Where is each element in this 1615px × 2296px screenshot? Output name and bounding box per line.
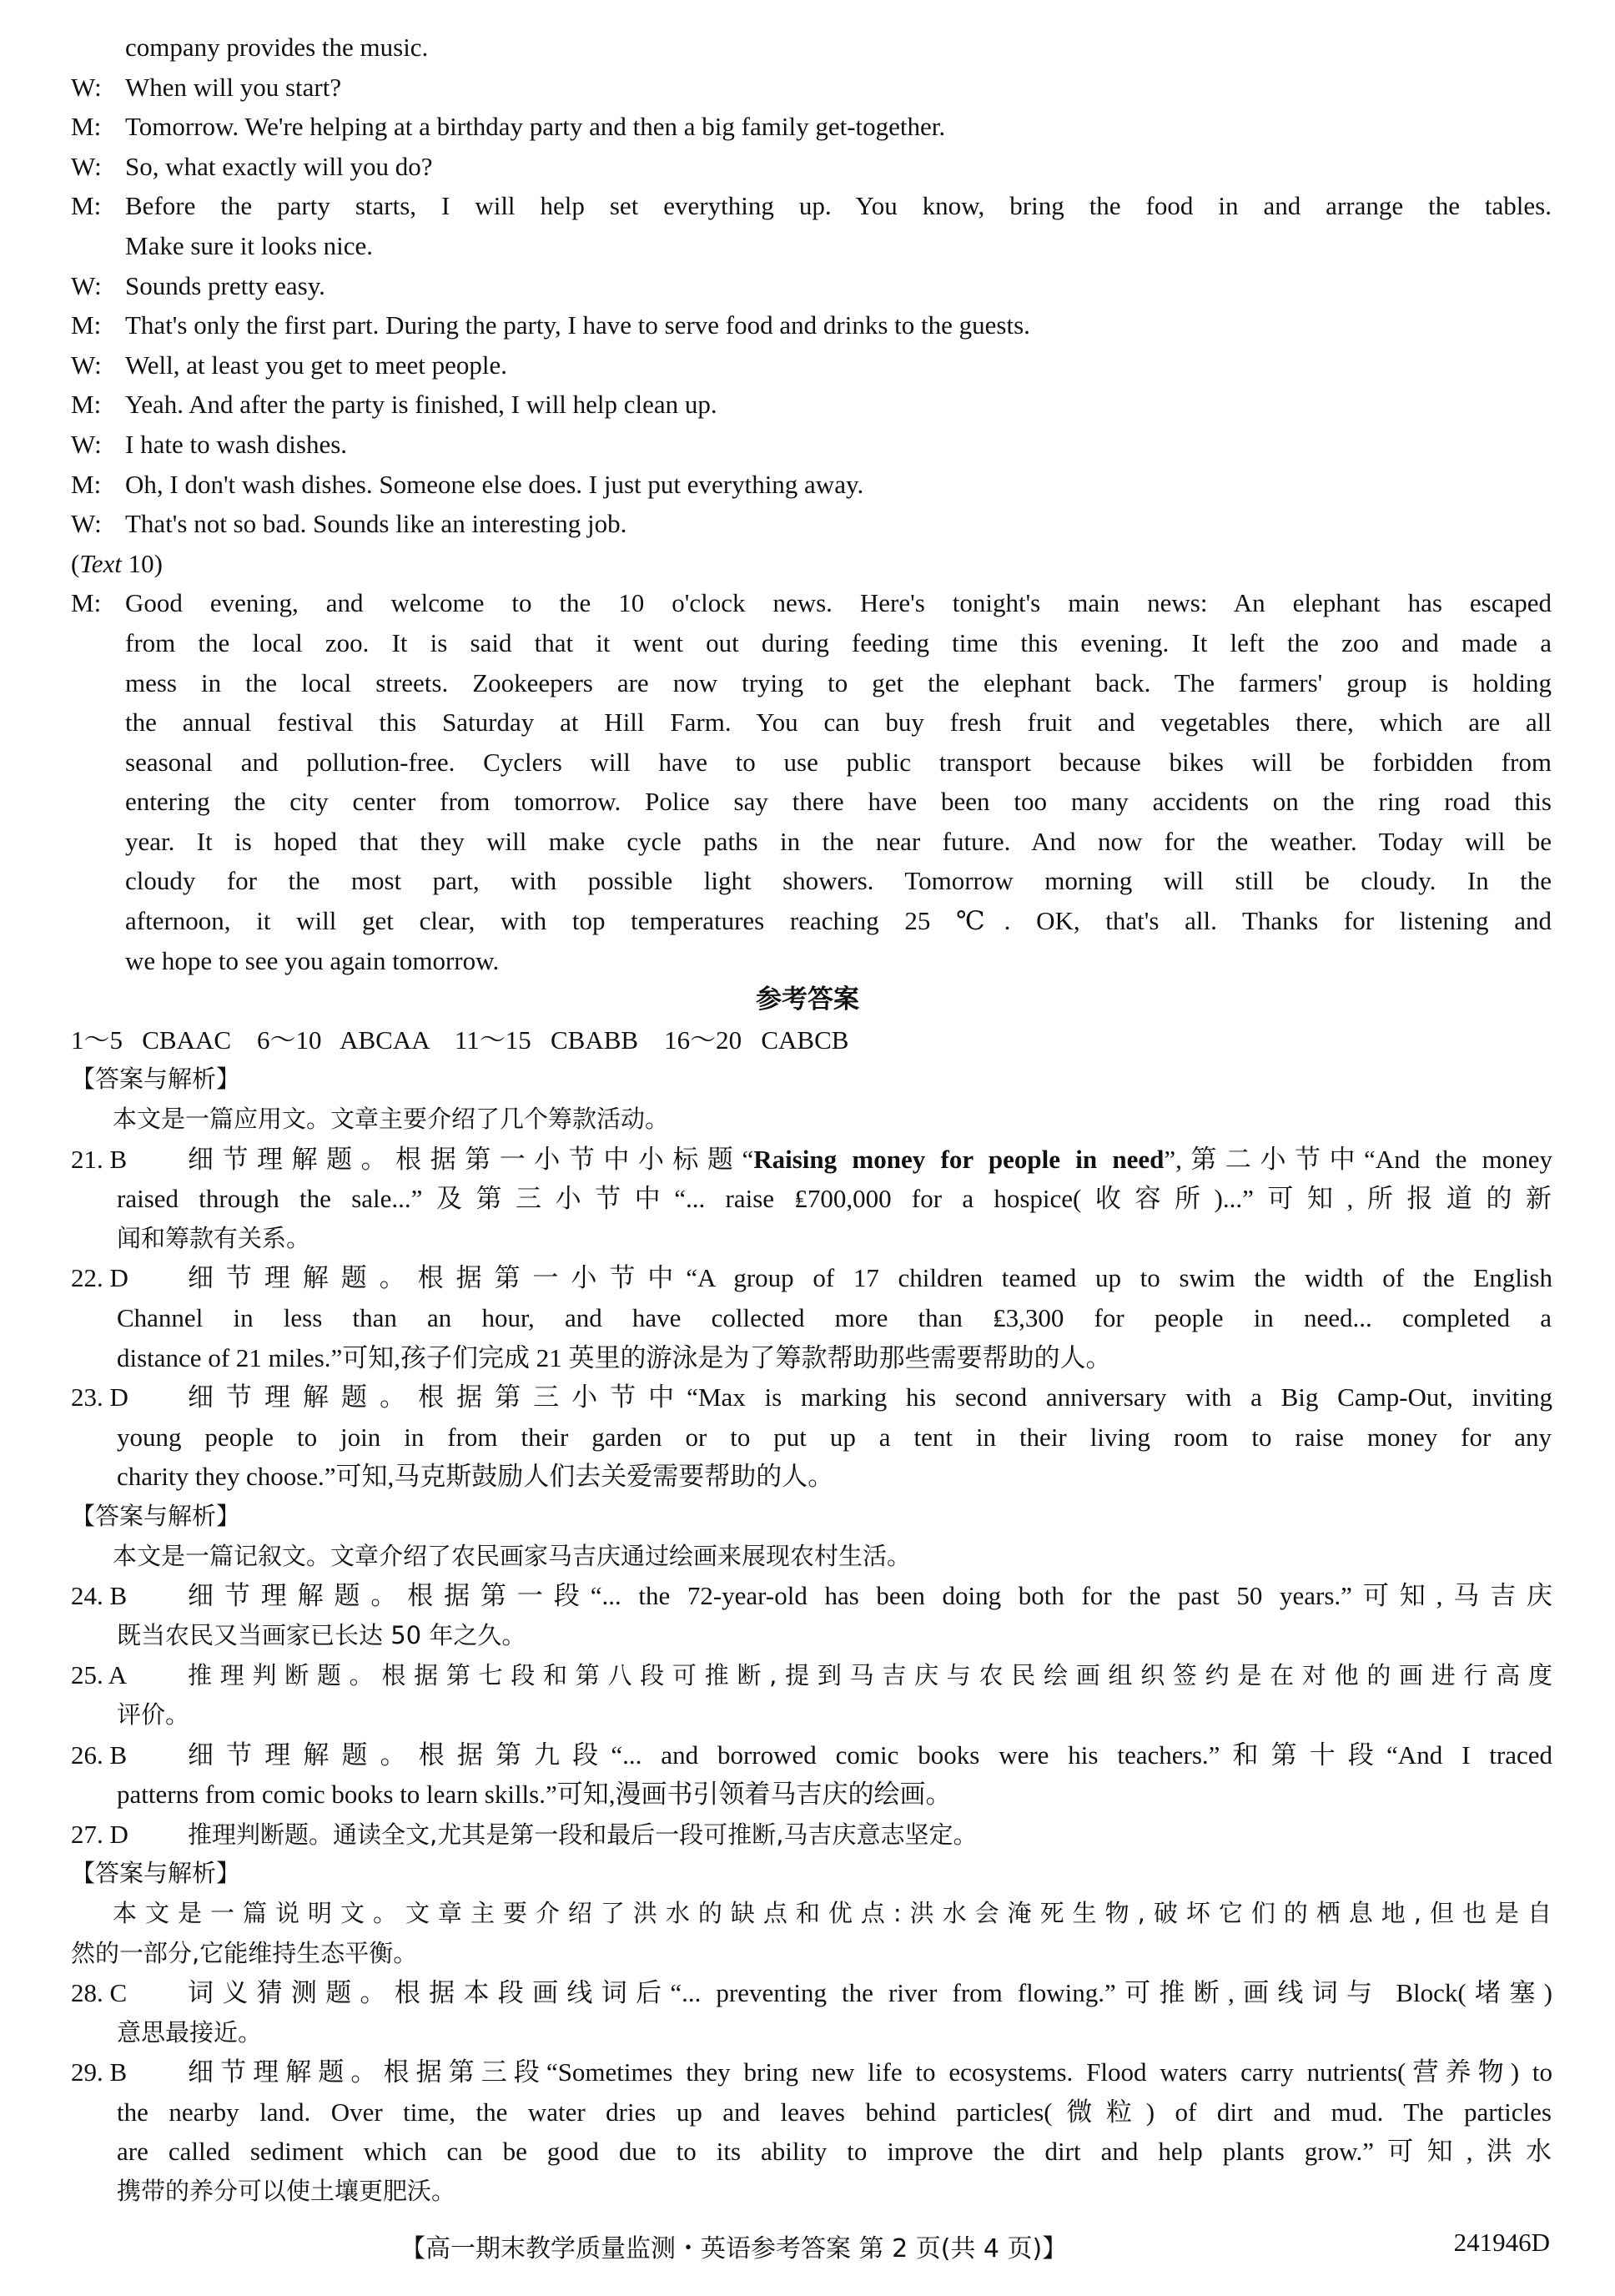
dialogue-text: So, what exactly will you do? xyxy=(125,151,433,181)
item-line: 推理判断题。通读全文,尤其是第一段和最后一段可推断,马吉庆意志坚定。 xyxy=(188,1820,978,1849)
dialogue-text: Before the party starts, I will help set everything up. You know, bring the food in and arrange the tables. xyxy=(125,191,1552,221)
answer-item xyxy=(0,1735,1615,1775)
item-number: 26. B xyxy=(71,1740,128,1770)
text-label-italic: Text xyxy=(79,548,122,578)
dialogue-line xyxy=(0,226,1615,266)
monologue-line xyxy=(0,663,1615,703)
intro-text: 本文是一篇说明文。文章主要介绍了洪水的缺点和优点:洪水会淹死生物,破坏它们的栖息地,但也是自 xyxy=(113,1898,1552,1927)
monologue-text: seasonal and pollution-free. Cyclers will have to use public transport because bikes will be forbidden from xyxy=(125,747,1552,777)
dialogue-line xyxy=(0,28,1615,68)
monologue-line xyxy=(0,623,1615,663)
dialogue-line xyxy=(0,504,1615,544)
monologue-line xyxy=(0,822,1615,862)
item-number: 25. A xyxy=(71,1660,128,1690)
footer-label: 【高一期末教学质量监测・英语参考答案 第 2 页(共 4 页)】 xyxy=(400,2234,1068,2263)
dialogue-line xyxy=(0,68,1615,108)
monologue-text: cloudy for the most part, with possible light showers. Tomorrow morning will still be cloudy. In the xyxy=(125,866,1552,896)
monologue-text: afternoon, it will get clear, with top temperatures reaching 25 ℃. OK, that's all. Thanks for listening and xyxy=(125,906,1552,936)
dialogue-text: Sounds pretty easy. xyxy=(125,270,325,300)
monologue-line xyxy=(0,861,1615,901)
dialogue-text: When will you start? xyxy=(125,72,342,102)
subheading-bold: Raising money for people in need xyxy=(753,1144,1165,1174)
speaker-label: M: xyxy=(71,469,102,499)
answer-item xyxy=(0,1377,1615,1417)
speaker-label: W: xyxy=(71,509,102,539)
dialogue-text: Well, at least you get to meet people. xyxy=(125,350,508,380)
section-heading: 【答案与解析】 xyxy=(71,1859,241,1888)
speaker-label: M: xyxy=(71,112,102,142)
answer-item xyxy=(0,1655,1615,1695)
section-intro: 本文是一篇记叙文。文章介绍了农民画家马吉庆通过绘画来展现农村生活。 xyxy=(113,1541,912,1570)
answer-item-cont xyxy=(0,2132,1615,2172)
monologue-line xyxy=(0,901,1615,941)
dialogue-line xyxy=(0,345,1615,385)
item-line: 细节理解题。根据第三小节中“Max is marking his second anniversary with a Big Camp-Out, inviting xyxy=(188,1382,1552,1412)
answer-item-cont: charity they choose.”可知,马克斯鼓励人们去关爱需要帮助的人。 xyxy=(117,1462,834,1492)
section-intro: 本文是一篇应用文。文章主要介绍了几个筹款活动。 xyxy=(113,1105,670,1134)
speaker-label: W: xyxy=(71,350,102,380)
item-line: 推理判断题。根据第七段和第八段可推断,提到马吉庆与农民绘画组织签约是在对他的画进行高度 xyxy=(188,1661,1552,1690)
answer-item-cont: distance of 21 miles.”可知,孩子们完成 21 英里的游泳是为了筹款帮助那些需要帮助的人。 xyxy=(117,1342,1112,1372)
answer-item xyxy=(0,1258,1615,1298)
dialogue-line xyxy=(0,266,1615,306)
dialogue-text: Tomorrow. We're helping at a birthday party and then a big family get-together. xyxy=(125,112,946,142)
dialogue-line xyxy=(0,385,1615,425)
section-intro-cont: 然的一部分,它能维持生态平衡。 xyxy=(71,1938,418,1967)
section-intro xyxy=(0,1894,1615,1934)
answer-keys-text: 1～5 CBAAC 6～10 ABCAA 11～15 CBABB 16～20 CABCB xyxy=(71,1025,849,1055)
item-line: 细节理解题。根据第九段“... and borrowed comic books were his teachers.”和第十段“And I traced xyxy=(188,1740,1552,1770)
dialogue-text: That's only the first part. During the party, I have to serve food and drinks to the guests. xyxy=(125,310,1030,340)
dialogue-line xyxy=(0,305,1615,345)
answer-item-cont: 意思最接近。 xyxy=(117,2017,263,2047)
item-number: 22. D xyxy=(71,1263,128,1293)
monologue-line xyxy=(0,583,1615,623)
answer-item-cont xyxy=(0,1417,1615,1458)
item-line: 细节理解题。根据第一段“... the 72-year-old has been doing both for the past 50 years.”可知,马吉庆 xyxy=(188,1581,1552,1611)
item-line: 细节理解题。根据第三段“Sometimes they bring new life to ecosystems. Flood waters carry nutrients(营养物) to xyxy=(188,2057,1552,2087)
answer-item-cont xyxy=(0,1179,1615,1219)
item-number: 29. B xyxy=(71,2057,128,2087)
item-line: are called sediment which can be good due to its ability to improve the dirt and help plants grow.”可知,洪水 xyxy=(117,2137,1552,2167)
speaker-label: W: xyxy=(71,151,102,181)
dialogue-text: Make sure it looks nice. xyxy=(125,230,374,260)
text-label-number: 10) xyxy=(121,548,163,578)
monologue-line xyxy=(0,702,1615,743)
answer-item-cont: 评价。 xyxy=(117,1699,190,1729)
monologue-text: we hope to see you again tomorrow. xyxy=(125,945,500,975)
answer-item-cont: 闻和筹款有关系。 xyxy=(117,1223,311,1252)
listening-answer-keys xyxy=(0,1020,1615,1060)
speaker-label: W: xyxy=(71,429,102,459)
dialogue-line xyxy=(0,147,1615,187)
item-text: 细节理解题。根据第一小节中小标题“ xyxy=(188,1144,754,1174)
text10-label xyxy=(0,544,1615,584)
monologue-line xyxy=(0,941,1615,981)
answer-item xyxy=(0,2052,1615,2092)
monologue-text: from the local zoo. It is said that it went out during feeding time this evening. It left the zoo and made a xyxy=(125,627,1552,657)
dialogue-text: Oh, I don't wash dishes. Someone else does. I just put everything away. xyxy=(125,469,864,499)
dialogue-line xyxy=(0,107,1615,147)
dialogue-line xyxy=(0,465,1615,505)
item-line: 细节理解题。根据第一小节中“A group of 17 children teamed up to swim the width of the English xyxy=(188,1263,1552,1293)
answer-item-cont: 既当农民又当画家已长达 50 年之久。 xyxy=(117,1620,526,1649)
monologue-line xyxy=(0,743,1615,783)
dialogue-line xyxy=(0,186,1615,226)
paren: ( xyxy=(71,548,80,578)
document-page xyxy=(0,28,1615,2212)
speaker-label: M: xyxy=(71,310,102,340)
speaker-label: M: xyxy=(71,390,102,420)
dialogue-text: company provides the music. xyxy=(125,33,429,62)
monologue-text: the annual festival this Saturday at Hill Farm. You can buy fresh fruit and vegetables there, which are all xyxy=(125,707,1552,738)
answers-title: 参考答案 xyxy=(756,984,859,1015)
speaker-label: M: xyxy=(71,191,102,221)
answer-item-cont: patterns from comic books to learn skills.”可知,漫画书引领着马吉庆的绘画。 xyxy=(117,1780,952,1810)
monologue-text: year. It is hoped that they will make cycle paths in the near future. And now for the weather. Today will be xyxy=(125,826,1552,856)
monologue-text: Good evening, and welcome to the 10 o'clock news. Here's tonight's main news: An elephant has escaped xyxy=(125,588,1552,618)
item-line: 词义猜测题。根据本段画线词后“... preventing the river from flowing.”可推断,画线词与 Block(堵塞) xyxy=(188,1978,1552,2008)
monologue-line xyxy=(0,782,1615,822)
dialogue-text: That's not so bad. Sounds like an interesting job. xyxy=(125,509,627,539)
speaker-label: W: xyxy=(71,270,102,300)
item-line xyxy=(188,1140,1552,1180)
monologue-text: mess in the local streets. Zookeepers are now trying to get the elephant back. The farmers' group is holding xyxy=(125,667,1552,697)
item-number: 24. B xyxy=(71,1581,128,1611)
dialogue-line xyxy=(0,425,1615,465)
item-number: 21. B xyxy=(71,1144,128,1174)
answer-item-cont: 携带的养分可以使土壤更肥沃。 xyxy=(117,2177,456,2206)
item-number: 27. D xyxy=(71,1819,128,1849)
item-line: the nearby land. Over time, the water dries up and leaves behind particles(微粒) of dirt and mud. The particles xyxy=(117,2097,1552,2127)
item-number: 23. D xyxy=(71,1382,128,1412)
item-number: 28. C xyxy=(71,1978,128,2008)
speaker-label: W: xyxy=(71,72,102,102)
monologue-text: entering the city center from tomorrow. Police say there have been too many accidents on the ring road this xyxy=(125,787,1552,817)
item-text: ”,第二小节中“And the money xyxy=(1164,1144,1552,1174)
answer-item xyxy=(0,1973,1615,2013)
answer-item xyxy=(0,1140,1615,1180)
speaker-label: M: xyxy=(71,588,102,618)
page-footer xyxy=(0,2228,1615,2269)
answer-item xyxy=(0,1576,1615,1616)
section-heading: 【答案与解析】 xyxy=(71,1501,241,1530)
footer-code: 241946D xyxy=(1453,2228,1550,2257)
dialogue-text: I hate to wash dishes. xyxy=(125,429,348,459)
item-line: young people to join in from their garden or to put up a tent in their living room to raise money for any xyxy=(117,1422,1552,1452)
answer-item xyxy=(0,1815,1615,1855)
item-line: raised through the sale...”及第三小节中“... raise ₤700,000 for a hospice(收容所)...”可知,所报道的新 xyxy=(117,1184,1552,1214)
section-heading: 【答案与解析】 xyxy=(71,1065,241,1094)
dialogue-text: Yeah. And after the party is finished, I will help clean up. xyxy=(125,390,717,420)
answer-item-cont xyxy=(0,1298,1615,1338)
item-line: Channel in less than an hour, and have collected more than ₤3,300 for people in need... completed a xyxy=(117,1303,1552,1332)
answer-item-cont xyxy=(0,2092,1615,2132)
